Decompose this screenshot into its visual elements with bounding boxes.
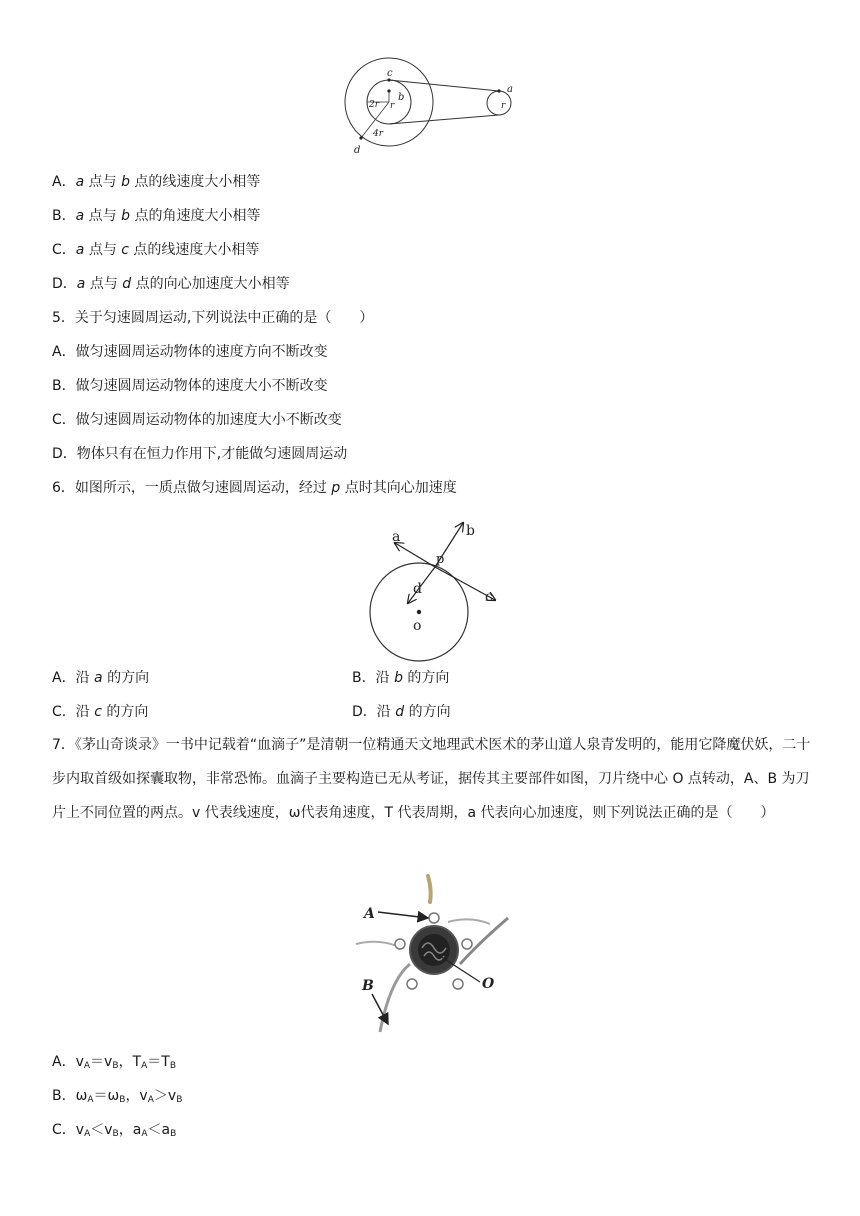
q4-option-a: A．a 点与 b 点的线速度大小相等 (52, 174, 261, 190)
label-d: d (413, 581, 422, 597)
q6-option-b: B．沿 b 的方向 (352, 670, 450, 686)
blade-upper-right (448, 919, 490, 924)
blood-drop-device-figure (350, 872, 520, 1037)
label-a: a (392, 529, 401, 545)
q5-option-c: C．做匀速圆周运动物体的加速度大小不断改变 (52, 412, 342, 428)
knob-2 (462, 939, 472, 949)
label-B: B (362, 978, 374, 994)
circle-motion-figure (360, 515, 510, 665)
blade-left (380, 964, 410, 1032)
label-4r: 4r (373, 129, 384, 139)
knob-5 (429, 913, 439, 923)
point-a (497, 89, 500, 92)
label-O: O (482, 976, 495, 992)
q5-option-b: B．做匀速圆周运动物体的速度大小不断改变 (52, 378, 328, 394)
point-d (359, 136, 362, 139)
q7-option-b: B．$\omega_A=\omega_B$，$v_A>v_B$ (52, 1088, 183, 1105)
q6-option-a: A．沿 a 的方向 (52, 670, 150, 686)
knob-1 (395, 939, 405, 949)
label-b: b (398, 92, 405, 103)
label-b: b (466, 523, 475, 539)
q5-option-a: A．做匀速圆周运动物体的速度方向不断改变 (52, 344, 328, 360)
q6-stem: 6．如图所示，一质点做匀速圆周运动，经过 p 点时其向心加速度 (52, 480, 457, 496)
q7-option-c: C．$v_A<v_B$，$a_A<a_B$ (52, 1122, 177, 1139)
q4-option-c: C．a 点与 c 点的线速度大小相等 (52, 242, 260, 258)
q6-option-c: C．沿 c 的方向 (52, 704, 149, 720)
q5-stem: 5．关于匀速圆周运动,下列说法中正确的是（ ） (52, 310, 374, 326)
label-c: c (387, 68, 393, 79)
q4-option-d: D．a 点与 d 点的向心加速度大小相等 (52, 276, 290, 292)
point-b (387, 89, 390, 92)
label-2r: 2r (369, 100, 380, 110)
label-a: a (507, 84, 513, 95)
belt-top (389, 80, 499, 91)
q6-option-d: D．沿 d 的方向 (352, 704, 451, 720)
q5-option-d: D．物体只有在恒力作用下,才能做匀速圆周运动 (52, 446, 348, 462)
label-p: p (436, 552, 445, 567)
q7-stem: 7．《茅山奇谈录》一书中记载着“血滴子”是清朝一位精通天文地理武术医术的茅山道人泉青发明的，能用它降魔伏妖，二十步内取首级如探囊取物，非常恐怖。血滴子主要构造已无从考证，据传其主要部件如图，刀片绕中心 O 点转动，A、B 为刀片上不同位置的两点。v 代表线速度，ω代表角速度，T 代表周期，a 代表向心加速度，则下列说法正确的是（ ） (52, 737, 811, 821)
label-o: o (413, 618, 422, 634)
blade-top (428, 876, 431, 902)
label-r-small: r (501, 101, 506, 111)
label-r-b: r (390, 101, 395, 111)
center-point (417, 610, 421, 614)
pulley-figure (330, 55, 530, 165)
label-c: c (485, 589, 493, 605)
q7-option-a: A．$v_A=v_B$，$T_A=T_B$ (52, 1054, 177, 1071)
arrow-to-a (378, 912, 428, 918)
label-A: A (364, 906, 375, 922)
knob-3 (407, 979, 417, 989)
q4-option-b: B．a 点与 b 点的角速度大小相等 (52, 208, 261, 224)
knob-4 (453, 979, 463, 989)
label-d: d (354, 145, 361, 156)
